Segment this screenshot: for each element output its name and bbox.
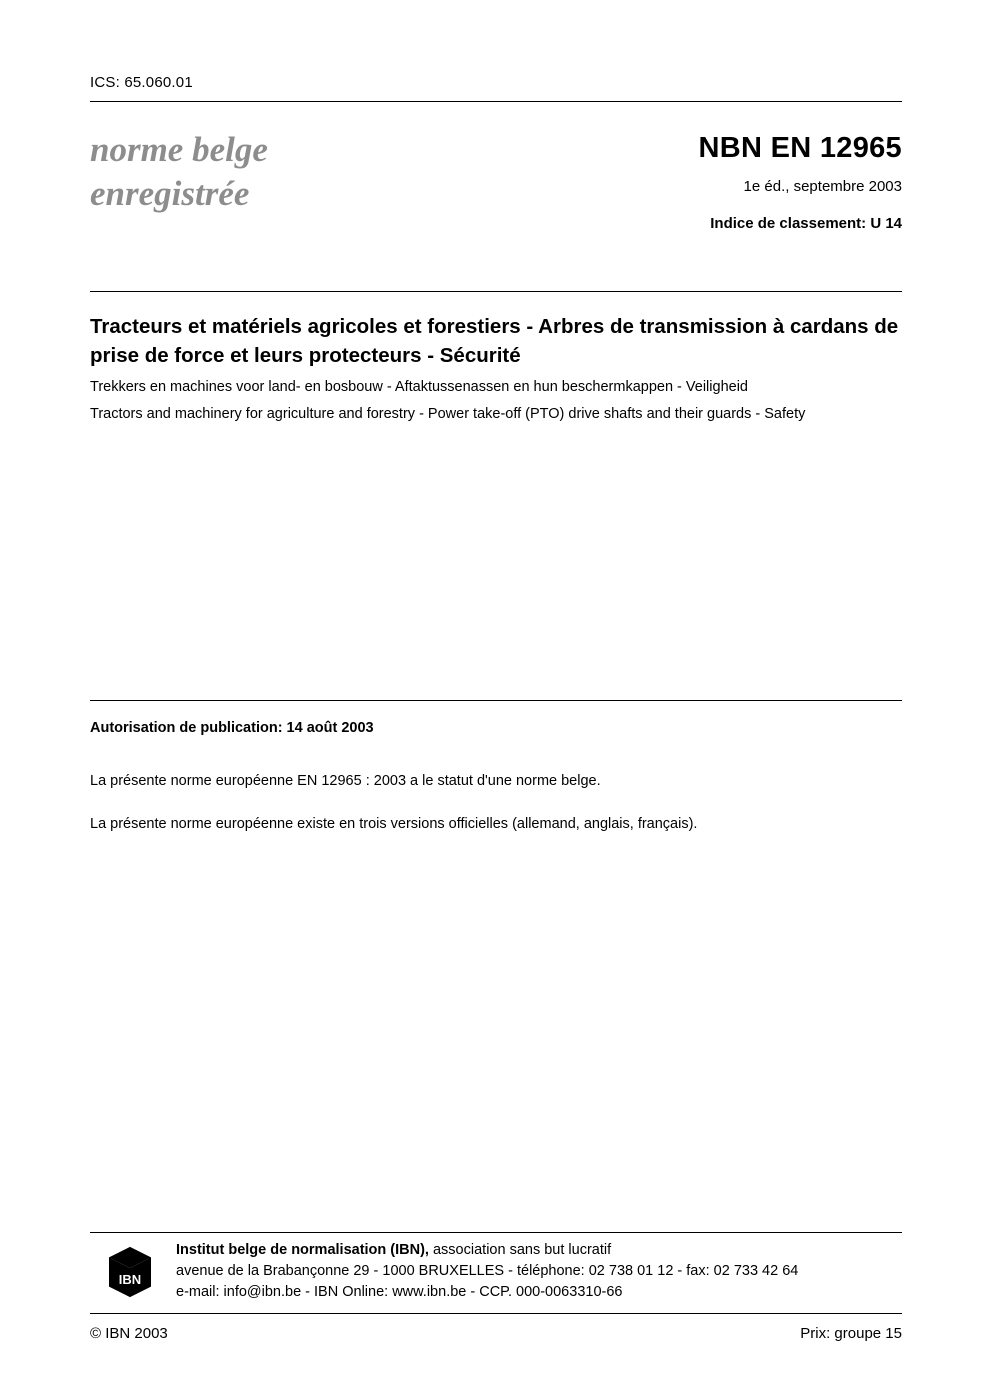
footer-address: avenue de la Brabançonne 29 - 1000 BRUXELLES - téléphone: 02 738 01 12 - fax: 02 733 42 64 xyxy=(176,1263,799,1280)
price-group: Prix: groupe 15 xyxy=(800,1325,902,1342)
standard-classification: Indice de classement: U 14 xyxy=(710,215,902,232)
title-french: Tracteurs et matériels agricoles et forestiers - Arbres de transmission à cardans de prise de force et leurs protecteurs - Sécurité xyxy=(90,315,899,368)
ics-code: ICS: 65.060.01 xyxy=(90,74,193,91)
standard-number: NBN EN 12965 xyxy=(698,132,902,164)
title-dutch: Trekkers en machines voor land- en bosbouw - Aftaktussenassen en hun beschermkappen - Veiligheid xyxy=(90,379,748,395)
divider-top xyxy=(90,101,902,102)
footer-institute-bold: Institut belge de normalisation (IBN), xyxy=(176,1242,429,1258)
title-english: Tractors and machinery for agriculture and forestry - Power take-off (PTO) drive shafts and their guards - Safety xyxy=(90,406,806,422)
standard-edition: 1e éd., septembre 2003 xyxy=(743,178,902,195)
footer-text xyxy=(176,1240,896,1303)
masthead xyxy=(90,128,510,216)
masthead-line-2: enregistrée xyxy=(90,173,250,213)
copyright-notice: © IBN 2003 xyxy=(90,1325,168,1342)
divider-lower xyxy=(90,700,902,701)
footer-institute-rest: association sans but lucratif xyxy=(428,1242,612,1258)
svg-text:IBN: IBN xyxy=(118,1272,142,1287)
publication-paragraph-2: La présente norme européenne existe en trois versions officielles (allemand, anglais, français). xyxy=(90,816,698,832)
page-content xyxy=(90,0,902,1393)
divider-bottom xyxy=(90,1313,902,1314)
publication-paragraph-1: La présente norme européenne EN 12965 : 2003 a le statut d'une norme belge. xyxy=(90,773,601,789)
footer-contact: e-mail: info@ibn.be - IBN Online: www.ibn.be - CCP. 000-0063310-66 xyxy=(176,1284,623,1301)
footer-institute-name xyxy=(176,1240,896,1261)
masthead-line-1: norme belge xyxy=(90,130,268,169)
divider-footer xyxy=(90,1232,902,1233)
publication-authorization: Autorisation de publication: 14 août 2003 xyxy=(90,720,374,736)
divider-middle xyxy=(90,291,902,292)
standard-identification xyxy=(482,132,902,232)
ibn-logo-icon xyxy=(102,1244,158,1300)
